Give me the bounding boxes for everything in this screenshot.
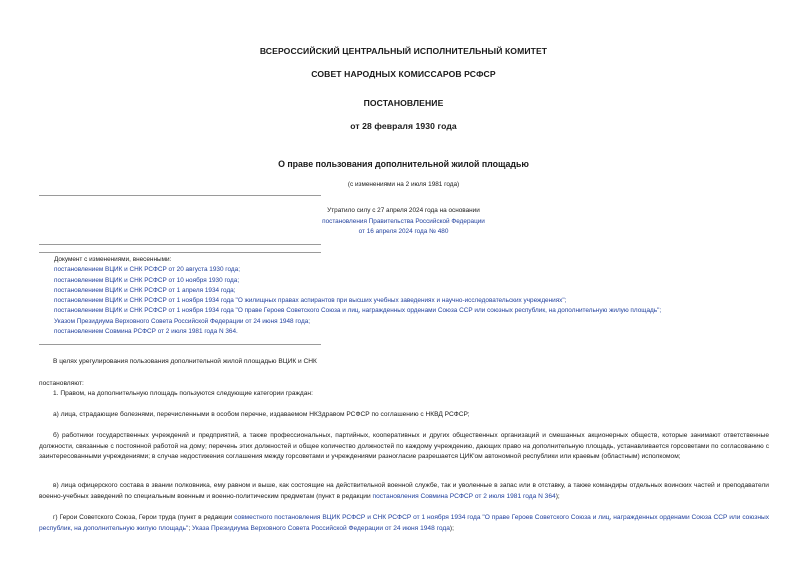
- changes-list: [54, 255, 661, 337]
- paragraph-a: а) лица, страдающие болезнями, перечисленными в особом перечне, издаваемом НКЗдравом РСФСР по соглашению с НКВД РСФСР;: [53, 411, 470, 418]
- resolves-label: постановляют:: [39, 380, 84, 387]
- paragraph-v-end: );: [555, 492, 560, 500]
- divider: [39, 244, 321, 245]
- expired-text: Утратило силу с 27 апреля 2024 года на основании: [327, 207, 480, 214]
- paragraph-g-separator: ;: [188, 524, 193, 532]
- preamble: В целях урегулирования пользования дополнительной жилой площадью ВЦИК и СНК: [53, 358, 317, 365]
- change-item[interactable]: постановлением ВЦИК и СНК РСФСР от 1 ноября 1934 года "О праве Героев Советского Союза и лиц, награжденных орденами Союза ССР или союзных республик, на дополнительную жилую площадь";: [54, 307, 662, 315]
- paragraph-g-text: г) Герои Советского Союза, Герои труда (пункт в редакции: [53, 514, 235, 521]
- document-title: О праве пользования дополнительной жилой площадью: [278, 159, 529, 169]
- paragraph-v-link[interactable]: постановления Совмина РСФСР от 2 июля 1981 года N 364: [372, 492, 556, 500]
- paragraph-v-text: в) лица офицерского состава в звании полковника, ему равном и выше, как состоящие на действительной военной службе, так и уволенные в запас или в отставку, а также командиры отдельных воинских частей и преподаватели военно-учебных заведений по специальным военным и военно-политическим предметам (пункт в редакции: [39, 482, 769, 500]
- divider: [39, 344, 321, 345]
- change-item[interactable]: постановлением ВЦИК и СНК РСФСР от 1 апреля 1934 года;: [54, 286, 236, 294]
- paragraph-v: [39, 481, 769, 502]
- change-item[interactable]: Указом Президиума Верховного Совета Российской Федерации от 24 июня 1948 года;: [54, 317, 311, 325]
- change-item[interactable]: постановлением Совмина РСФСР от 2 июля 1981 года N 364.: [54, 328, 238, 336]
- issuing-body-vtsik: ВСЕРОССИЙСКИЙ ЦЕНТРАЛЬНЫЙ ИСПОЛНИТЕЛЬНЫЙ КОМИТЕТ: [259, 46, 548, 56]
- change-item[interactable]: постановлением ВЦИК и СНК РСФСР от 10 ноября 1930 года;: [54, 276, 240, 284]
- issuing-body-snk: СОВЕТ НАРОДНЫХ КОМИССАРОВ РСФСР: [311, 69, 496, 79]
- amendment-note: (с изменениями на 2 июля 1981 года): [347, 181, 460, 188]
- expired-notice: [0, 206, 807, 238]
- paragraph-g-end: );: [449, 524, 454, 532]
- change-item[interactable]: постановлением ВЦИК и СНК РСФСР от 1 ноября 1934 года "О жилищных правах аспирантов при высших учебных заведениях и научно-исследовательских учреждениях";: [54, 297, 567, 305]
- paragraph-g: [39, 513, 769, 534]
- document-type: ПОСТАНОВЛЕНИЕ: [363, 98, 444, 108]
- expired-link-date[interactable]: от 16 апреля 2024 года № 480: [358, 228, 449, 236]
- change-item[interactable]: постановлением ВЦИК и СНК РСФСР от 20 августа 1930 года;: [54, 266, 240, 274]
- paragraph-b: б) работники государственных учреждений и предприятий, а также профессиональных, партийных, кооперативных и других общественных организаций и смешанных акционерных обществ, которые занимают ответственные должности, связанные с постоянной работой на дому; перечень этих должностей и общее количество должностей по каждому учреждению, дающих право на дополнительную площадь, устанавливается горсоветами по согласованию с заинтересованными учреждениями; в случае недостижения соглашения между горсоветами и учреждениями разногласие разрешается ЦИК'ом автономной республики или краевым (областным) исполкомом;: [39, 432, 769, 461]
- paragraph-1: 1. Правом, на дополнительную площадь пользуются следующие категории граждан:: [53, 390, 313, 397]
- paragraph-g-link-1948[interactable]: Указа Президиума Верховного Совета Российской Федерации от 24 июня 1948 года: [192, 524, 450, 532]
- divider: [39, 252, 321, 253]
- divider: [39, 195, 321, 196]
- paragraph-g-link-1934[interactable]: совместного постановления ВЦИК РСФСР и СНК РСФСР от 1 ноября 1934 года "О праве Героев Советского Союза и лиц, награжденных орденами Союза ССР или союзных республик, на дополнительную жилую площадь": [39, 514, 770, 532]
- document-date: от 28 февраля 1930 года: [350, 121, 457, 131]
- changes-label: Документ с изменениями, внесенными:: [54, 256, 172, 263]
- expired-link-resolution[interactable]: постановления Правительства Российской Федерации: [322, 217, 485, 225]
